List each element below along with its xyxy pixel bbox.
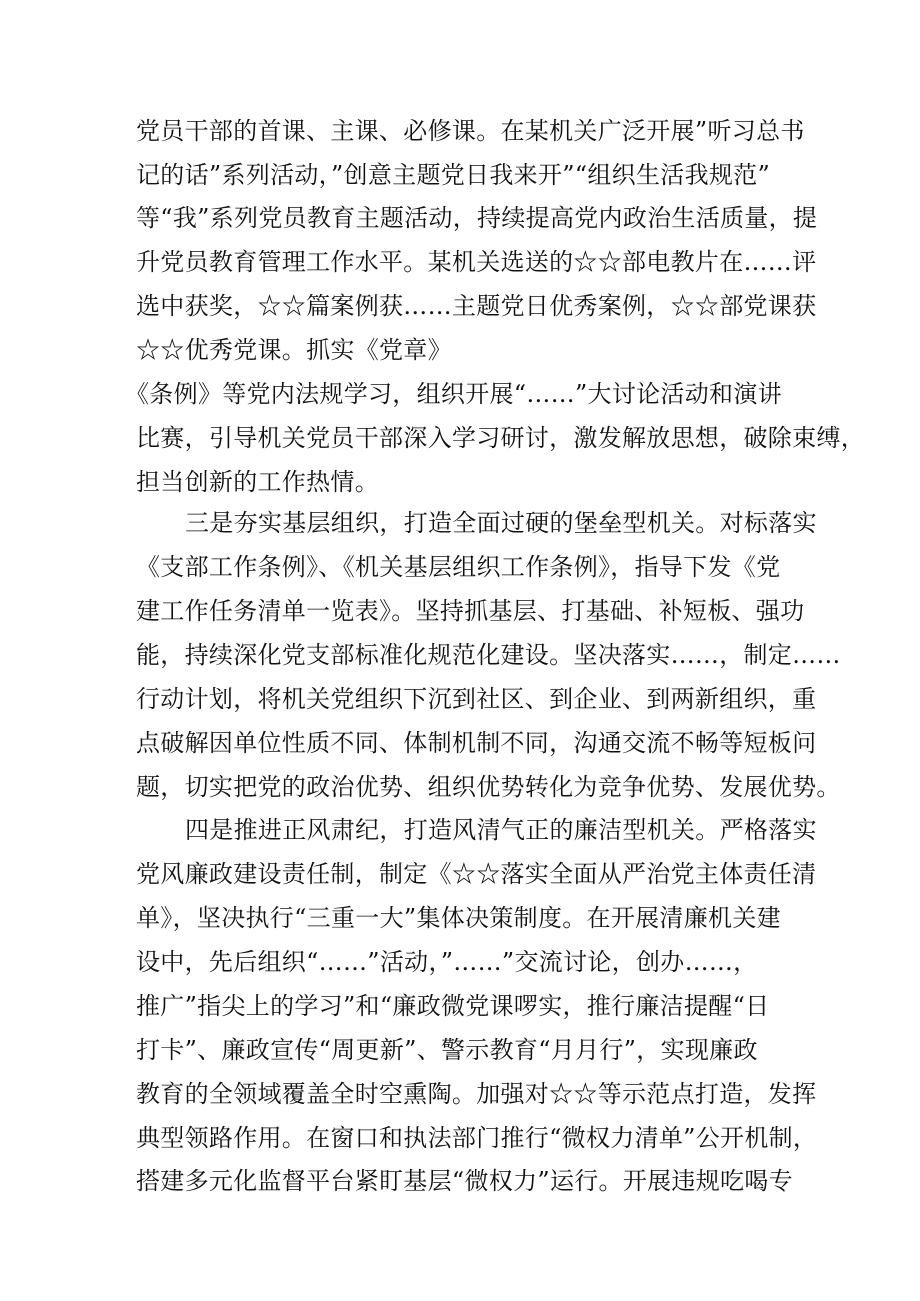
text-line: 建工作任务清单一览表》。坚持抓基层、打基础、补短板、强功 bbox=[136, 597, 805, 625]
text-line: 能，持续深化党支部标准化规范化建设。坚决落实……，制定…… bbox=[136, 641, 841, 669]
text-line: 选中获奖，☆☆篇案例获……主题党日优秀案例，☆☆部党课获 bbox=[136, 292, 817, 320]
text-line: 升党员教育管理工作水平。某机关选送的☆☆部电教片在……评 bbox=[136, 248, 817, 276]
text-line: 单》，坚决执行“三重一大”集体决策制度。在开展清廉机关建 bbox=[136, 904, 781, 932]
paragraph-heading-line: 四是推进正风肃纪，打造风清气正的廉洁型机关。严格落实 bbox=[185, 816, 817, 844]
text-line: 设中，先后组织“……”活动，”……”交流讨论，创办……， bbox=[136, 948, 758, 976]
text-line: 等“我”系列党员教育主题活动，持续提高党内政治生活质量，提 bbox=[136, 204, 818, 232]
text-line: 打卡”、廉政宣传“周更新”、警示教育“月月行”，实现廉政 bbox=[136, 1036, 758, 1064]
text-line: 担当创新的工作热情。 bbox=[136, 468, 379, 496]
text-line: 《条例》等党内法规学习，组织开展“……”大讨论活动和演讲 bbox=[125, 380, 782, 408]
text-line: 题，切实把党的政治优势、组织优势转化为竞争优势、发展优势。 bbox=[136, 773, 841, 801]
text-line: 推广”指尖上的学习”和“廉政微党课啰实，推行廉洁提醒“日 bbox=[136, 992, 770, 1020]
text-line: ☆☆优秀党课。抓实《党章》 bbox=[136, 336, 452, 364]
text-line: 行动计划，将机关党组织下沉到社区、到企业、到两新组织，重 bbox=[136, 685, 817, 713]
text-line: 搭建多元化监督平台紧盯基层“微权力”运行。开展违规吃喝专 bbox=[136, 1167, 793, 1195]
text-line: 《支部工作条例》、《机关基层组织工作条例》，指导下发《党 bbox=[136, 553, 781, 581]
text-line: 比赛，引导机关党员干部深入学习研讨，激发解放思想，破除束缚， bbox=[136, 424, 865, 452]
text-line: 点破解因单位性质不同、体制机制不同，沟通交流不畅等短板问 bbox=[136, 729, 817, 757]
paragraph-heading-line: 三是夯实基层组织，打造全面过硬的堡垒型机关。对标落实 bbox=[185, 509, 817, 537]
text-line: 党员干部的首课、主课、必修课。在某机关广泛开展”听习总书 bbox=[136, 117, 805, 145]
text-line: 教育的全领域覆盖全时空熏陶。加强对☆☆等示范点打造，发挥 bbox=[136, 1080, 817, 1108]
text-line: 记的话”系列活动，”创意主题党日我来开”“组织生活我规范” bbox=[136, 161, 771, 189]
text-line: 典型领路作用。在窗口和执法部门推行“微权力清单”公开机制， bbox=[136, 1124, 818, 1152]
text-line: 党风廉政建设责任制，制定《☆☆落实全面从严治党主体责任清 bbox=[136, 860, 817, 888]
